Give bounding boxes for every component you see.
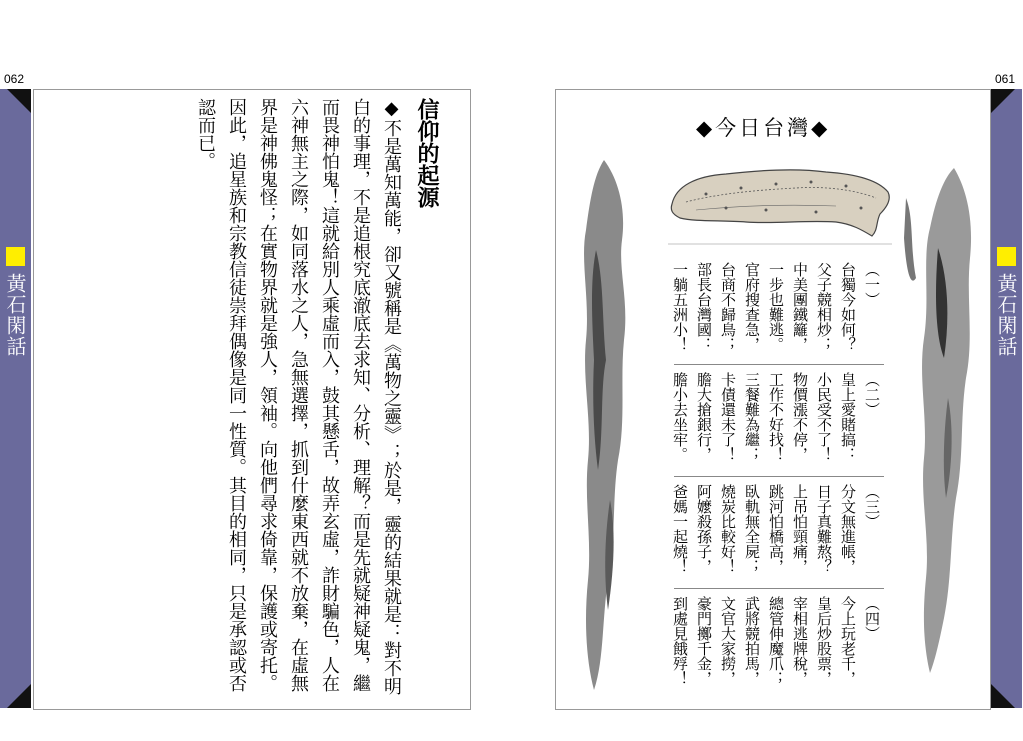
poem-line: 皇后炒股票， <box>815 596 833 686</box>
tab-corner-bottom <box>7 684 31 708</box>
tab-corner-top <box>7 89 31 113</box>
page-number-left: 062 <box>4 72 25 86</box>
poem-line: 工作不好找！ <box>767 372 785 462</box>
poem-line: 卡債還未了！ <box>719 372 737 462</box>
poem-line: 部長台灣國： <box>695 262 713 352</box>
stanza-divider <box>674 364 884 365</box>
taiwan-map-illustration <box>666 164 894 250</box>
poem-line: 一躺五洲小！ <box>671 262 689 352</box>
poem-line: 台獨今如何？ <box>839 262 857 352</box>
tab-square-icon <box>997 247 1016 266</box>
poem-title: ◆今日台灣◆ <box>696 116 831 140</box>
poem-line: 宰相逃牌稅， <box>791 596 809 686</box>
article-body <box>190 98 407 698</box>
poem-line: 皇上愛賭搞： <box>839 372 857 462</box>
poem-line: 到處見餓殍！ <box>671 596 689 686</box>
poem-line: 膽小去坐牢。 <box>671 372 689 462</box>
poem-line: 日子真難熬？ <box>815 484 833 574</box>
island-scan-right-icon <box>904 158 984 678</box>
side-tab-left <box>0 89 31 708</box>
stanza-1 <box>668 262 884 352</box>
poem-line: 總管伸魔爪； <box>767 596 785 686</box>
stanza-number: （三） <box>863 484 881 529</box>
tab-corner-bottom <box>991 684 1015 708</box>
article <box>190 98 442 698</box>
page-left <box>33 89 471 710</box>
page-right <box>555 89 991 710</box>
article-title: 信仰的起源 <box>414 98 440 208</box>
side-tab-right <box>991 89 1022 708</box>
poem-line: 臥軌無全屍； <box>743 484 761 574</box>
poem-stanzas <box>671 262 884 697</box>
article-paragraph: ◆不是萬知萬能，卻又號稱是《萬物之靈》；於是，靈的結果就是：對不明白的事理，不是追根究底澈底去求知、分析、理解？而是先就疑神疑鬼，繼而畏神怕鬼！這就給別人乘虛而入，鼓其懸舌，故弄玄虛，詐財騙色，人在六神無主之際，如同落水之人，急無選擇，抓到什麼東西就不放棄，在虛無界是神佛鬼怪；在實物界就是強人，領袖。向他們尋求倚靠，保護或寄托。因此，追星族和宗教信徒崇拜偶像是同一性質。其目的相同，只是承認或否認而已。 <box>195 98 402 695</box>
poem-line: 三餐難為繼； <box>743 372 761 462</box>
page-number-right: 061 <box>995 72 1016 86</box>
stanza-number: （四） <box>863 596 881 641</box>
poem-line: 小民受不了！ <box>815 372 833 462</box>
poem-line: 一步也難逃。 <box>767 262 785 352</box>
poem-line: 燒炭比較好！ <box>719 484 737 574</box>
stanza-number: （二） <box>863 372 881 417</box>
stanza-divider <box>674 476 884 477</box>
tab-corner-top <box>991 89 1015 113</box>
poem-line: 豪門擲千金， <box>695 596 713 686</box>
stanza-divider <box>674 588 884 589</box>
poem-line: 中美團鐵籬， <box>791 262 809 352</box>
poem-line: 上吊怕頸痛， <box>791 484 809 574</box>
poem-line: 爸媽一起燒！ <box>671 484 689 574</box>
poem-line: 武將競拍馬， <box>743 596 761 686</box>
tab-square-icon <box>6 247 25 266</box>
poem-line: 物價漲不停， <box>791 372 809 462</box>
poem-line: 跳河怕橋高， <box>767 484 785 574</box>
poem-line: 父子競相炒； <box>815 262 833 352</box>
island-scan-left-icon <box>574 140 634 700</box>
stanza-3 <box>668 484 884 574</box>
tab-label: 黃石閑話 <box>3 273 27 357</box>
tab-label: 黃石閑話 <box>994 273 1018 357</box>
poem-line: 膽大搶銀行， <box>695 372 713 462</box>
poem-line: 今上玩老千， <box>839 596 857 686</box>
poem-line: 官府搜查急， <box>743 262 761 352</box>
poem-line: 阿嬤殺孫子， <box>695 484 713 574</box>
poem-line: 文官大家撈， <box>719 596 737 686</box>
stanza-2 <box>668 372 884 462</box>
stanza-4 <box>668 596 884 686</box>
poem-line: 分文無進帳， <box>839 484 857 574</box>
stanza-number: （一） <box>863 262 881 307</box>
poem-line: 台商不歸鳥； <box>719 262 737 352</box>
